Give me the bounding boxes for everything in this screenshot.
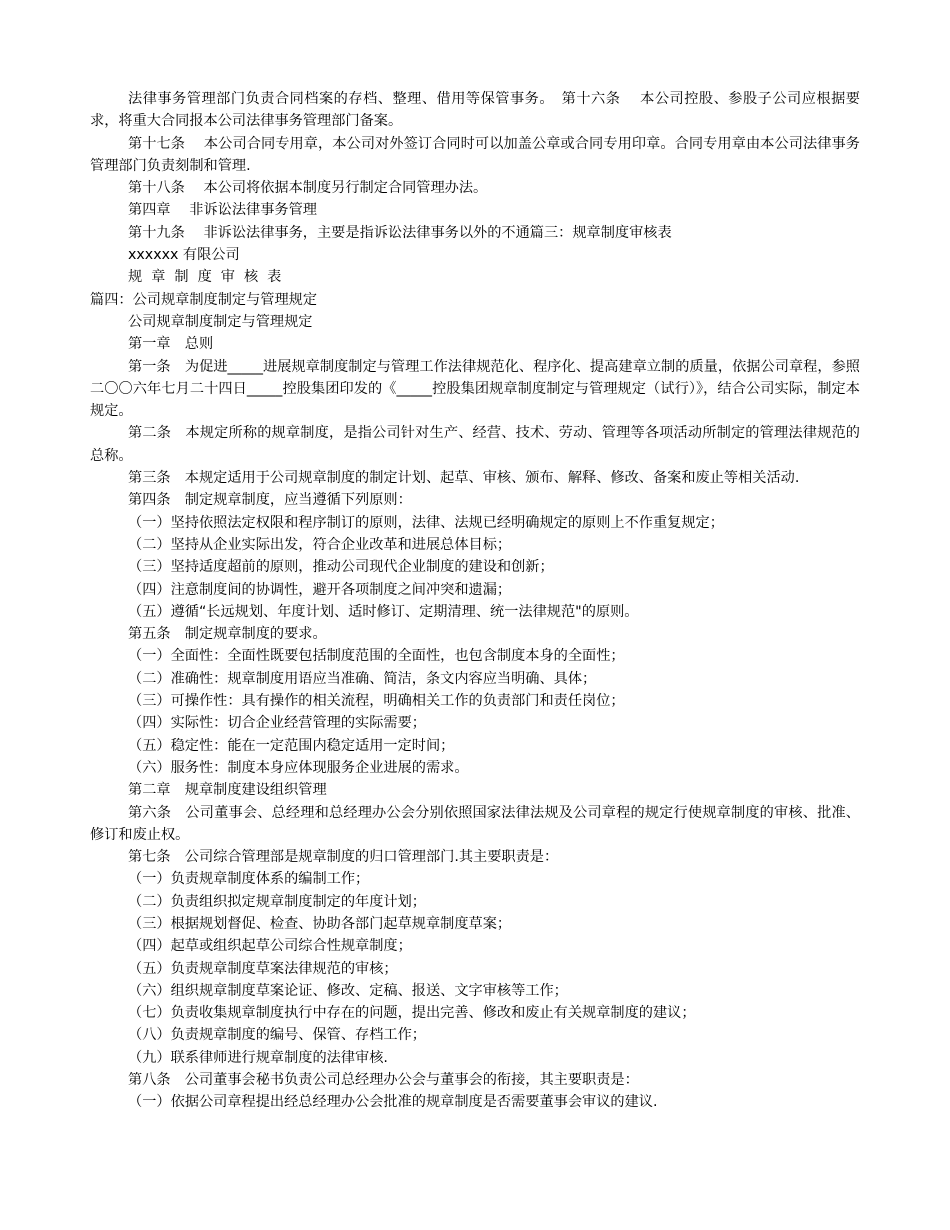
paragraph: 第五条 制定规章制度的要求。: [128, 626, 327, 643]
paragraph: 公司规章制度制定与管理规定: [128, 313, 313, 330]
paragraph: 第十七条 本公司合同专用章，本公司对外签订合同时可以加盖公章或合同专用印章。合同专用章由本公司法律事务管理部门负责刻制和管理.: [90, 135, 860, 174]
paragraph: （七）负责收集规章制度执行中存在的问题，提出完善、修改和废止有关规章制度的建议；: [128, 1005, 696, 1022]
paragraph: （五）稳定性：能在一定范围内稳定适用一定时间；: [128, 737, 455, 754]
paragraph: 第十八条 本公司将依据本制度另行制定合同管理办法。: [128, 180, 488, 197]
paragraph: （一）负责规章制度体系的编制工作；: [128, 871, 370, 888]
paragraph: 规章制度审核表: [128, 269, 291, 286]
paragraph: 法律事务管理部门负责合同档案的存档、整理、借用等保管事务。 第十六条 本公司控股、参股子公司应根据要求，将重大合同报本公司法律事务管理部门备案。: [90, 91, 860, 130]
paragraph: 第八条 公司董事会秘书负责公司总经理办公会与董事会的衔接，其主要职责是：: [128, 1072, 639, 1089]
paragraph: 第四条 制定规章制度，应当遵循下列原则：: [128, 492, 412, 509]
paragraph: 篇四：公司规章制度制定与管理规定: [90, 291, 318, 308]
paragraph: （一）坚持依照法定权限和程序制订的原则，法律、法规已经明确规定的原则上不作重复规定；: [128, 514, 724, 531]
paragraph: 第四章 非诉讼法律事务管理: [128, 202, 317, 219]
paragraph: （四）起草或组织起草公司综合性规章制度；: [128, 938, 412, 955]
paragraph: （六）组织规章制度草案论证、修改、定稿、报送、文字审核等工作；: [128, 982, 568, 999]
paragraph: （五）遵循“长远规划、年度计划、适时修订、定期清理、统一法律规范"的原则。: [128, 603, 639, 620]
paragraph: （八）负责规章制度的编号、保管、存档工作；: [128, 1027, 426, 1044]
paragraph: （三）可操作性：具有操作的相关流程，明确相关工作的负责部门和责任岗位；: [128, 693, 625, 710]
paragraph: 第六条 公司董事会、总经理和总经理办公会分别依照国家法律法规及公司章程的规定行使规章制度的审核、批准、修订和废止权。: [90, 804, 860, 843]
paragraph: 第七条 公司综合管理部是规章制度的归口管理部门.其主要职责是：: [128, 849, 559, 866]
paragraph: （三）坚持适度超前的原则，推动公司现代企业制度的建设和创新；: [128, 559, 554, 576]
paragraph: （五）负责规章制度草案法律规范的审核；: [128, 960, 398, 977]
paragraph: （二）负责组织拟定规章制度制定的年度计划；: [128, 893, 426, 910]
paragraph: 第二章 规章制度建设组织管理: [128, 782, 327, 799]
paragraph: （一）依据公司章程提出经总经理办公会批准的规章制度是否需要董事会审议的建议.: [128, 1094, 658, 1111]
paragraph: （四）实际性：切合企业经营管理的实际需要；: [128, 715, 426, 732]
paragraph: 第三条 本规定适用于公司规章制度的制定计划、起草、审核、颁布、解释、修改、备案和废止等相关活动.: [128, 470, 800, 487]
paragraph: （四）注意制度间的协调性，避开各项制度之间冲突和遗漏；: [128, 581, 512, 598]
paragraph: （三）根据规划督促、检查、协助各部门起草规章制度草案；: [128, 915, 512, 932]
paragraph: （二）准确性：规章制度用语应当准确、简洁，条文内容应当明确、具体；: [128, 670, 597, 687]
paragraph: 第一条 为促进_____进展规章制度制定与管理工作法律规范化、程序化、提高建章立制的质量，依据公司章程，参照二〇〇六年七月二十四日_____控股集团印发的《_____控股集团规章制度制定与管理规定（试行）》，结合公司实际，制定本规定。: [90, 358, 860, 420]
paragraph: （二）坚持从企业实际出发，符合企业改革和进展总体目标；: [128, 536, 512, 553]
paragraph: 第二条 本规定所称的规章制度，是指公司针对生产、经营、技术、劳动、管理等各项活动所制定的管理法律规范的总称。: [90, 425, 860, 464]
paragraph: （六）服务性：制度本身应体现服务企业进展的需求。: [128, 759, 469, 776]
paragraph: 第一章 总则: [128, 336, 214, 353]
paragraph: 第十九条 非诉讼法律事务，主要是指诉讼法律事务以外的不通篇三：规章制度审核表: [128, 224, 672, 241]
paragraph: （一）全面性：全面性既要包括制度范围的全面性，也包含制度本身的全面性；: [128, 648, 625, 665]
paragraph: （九）联系律师进行规章制度的法律审核.: [128, 1049, 388, 1066]
document-page: [90, 88, 860, 1114]
paragraph: xxxxxx 有限公司: [128, 247, 240, 264]
